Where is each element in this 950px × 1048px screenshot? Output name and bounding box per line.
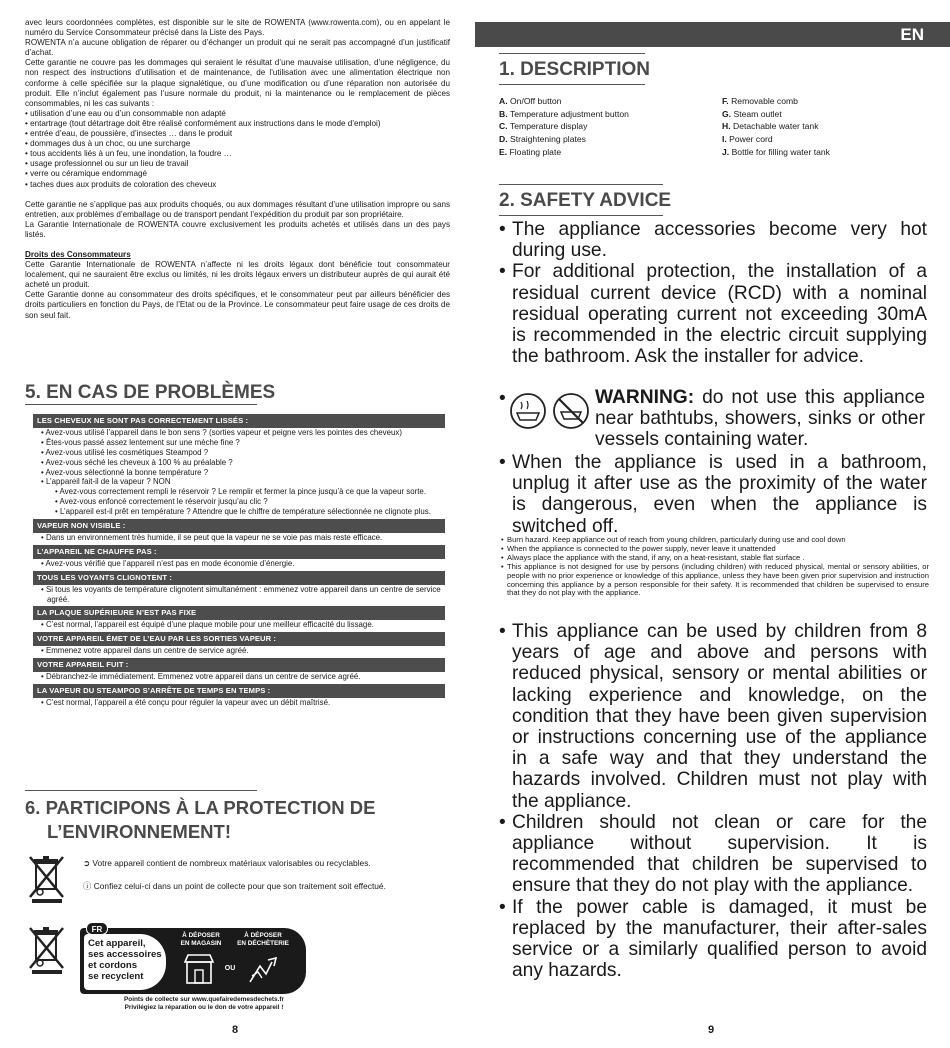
description-key: B. [499, 108, 510, 119]
problem-block [33, 571, 445, 605]
problem-item: • C’est normal, l’appareil a été conçu pour réguler la vapeur avec un débit maîtrisé. [41, 697, 331, 707]
fr-dump-label: À DÉPOSER EN DÉCHÈTERIE [237, 932, 289, 947]
section-2-rule-top [499, 184, 663, 185]
description-key: I. [722, 134, 730, 145]
warranty-paragraph: Cette garantie ne couvre pas les dommages qui seraient le résultat d’une mauvaise utilisation, d’une négligence, du non respect des instructions d’utilisation et de maintenance, de l’utilisation avec une alimentation électrique non conforme à celle spécifiée sur la plaque signalétique, ou d’une modification ou d’une réparation non autorisée du produit. Elle n’inclut également pas l’usure normale du produit, ni la maintenance ou le remplacement de pièces consommables, ni les cas suivants : [25, 58, 450, 108]
safety-small-item: • When the appliance is connected to the power supply, never leave it unattended [501, 545, 929, 554]
language-label: EN [900, 25, 924, 44]
description-value: Temperature display [509, 121, 588, 132]
rights-title: Droits des Consommateurs [25, 249, 131, 259]
section-2-rule [499, 215, 663, 216]
warning-bullet: • [499, 388, 506, 409]
safety-small-item: • This appliance is not designed for use by persons (including children) with reduced physical, mental or sensory abilities, or people with no prior experience or knowledge of this appliance, unless they have been given prior supervision and instruction concerning this appliance by a person responsible for their safety. It is recommended that children be supervised to ensure that they do not play with the appliance. [501, 563, 929, 599]
section-2-title: 2. SAFETY ADVICE [499, 190, 672, 211]
problem-block [33, 684, 445, 708]
warranty-paragraph: La Garantie Internationale de ROWENTA couvre exclusivement les produits achetés et utilisés dans un des pays listés. [25, 219, 450, 239]
warning-label: WARNING: [595, 387, 695, 408]
problems-list [33, 412, 445, 710]
section-6-title-line1: 6. PARTICIPONS À LA PROTECTION DE [25, 797, 376, 818]
section-5-title: 5. EN CAS DE PROBLÈMES [25, 382, 276, 403]
weee-bin-icon [27, 853, 67, 905]
description-item [722, 120, 932, 133]
description-value: Bottle for filling water tank [731, 146, 830, 157]
description-key: E. [499, 146, 510, 157]
fr-footer: Points de collecte sur www.quefairedemesdechets.fr Privilégiez la réparation ou le don de votre appareil ! [124, 996, 284, 1011]
description-key: D. [499, 134, 510, 145]
env-line-1: ➲ Votre appareil contient de nombreux matériaux valorisables ou recyclables. [83, 858, 371, 868]
problem-item: • Avez-vous sélectionné la bonne température ? [41, 467, 209, 477]
page-number-left: 8 [232, 1024, 239, 1036]
warranty-paragraph: • dommages dus à un choc, ou une surcharge [25, 139, 191, 149]
problem-item: • Avez-vous séché les cheveux à 100 % au préalable ? [41, 457, 233, 467]
warranty-paragraph: • utilisation d’une eau ou d’un consommable non adapté [25, 108, 226, 118]
fr-store-label: À DÉPOSER EN MAGASIN [180, 932, 222, 947]
description-value: Removable comb [731, 96, 798, 106]
language-bar [475, 22, 950, 47]
problem-block [33, 414, 445, 517]
fr-badge: FR [86, 922, 108, 935]
description-item [722, 133, 932, 146]
description-item [499, 95, 709, 108]
description-item [722, 146, 932, 159]
problem-heading: VOTRE APPAREIL FUIT : [33, 658, 445, 672]
problem-heading: LA VAPEUR DU STEAMPOD S’ARRÊTE DE TEMPS EN TEMPS : [33, 684, 445, 698]
problem-heading: LES CHEVEUX NE SONT PAS CORRECTEMENT LISSÉS : [33, 414, 445, 428]
bathtub-warning-icon [509, 392, 593, 430]
section-1-rule-top [499, 53, 645, 54]
problem-block [33, 632, 445, 656]
warranty-paragraph: • tous accidents liés à un feu, une inondation, la foudre … [25, 149, 232, 159]
warranty-paragraph: • entrée d’eau, de poussière, d’insectes … dans le produit [25, 129, 233, 139]
section-5-rule [25, 404, 257, 405]
section-6-title [25, 796, 376, 844]
warranty-text [25, 18, 450, 321]
problem-block [33, 545, 445, 569]
safety-item: • For additional protection, the installation of a residual current device (RCD) with a nominal residual operating current not exceeding 30mA is recommended in the electric circuit supplying the bathroom. Ask the installer for advice. [499, 261, 927, 367]
problem-block [33, 519, 445, 543]
description-value: Power cord [729, 134, 773, 145]
problem-heading: VAPEUR NON VISIBLE : [33, 519, 445, 533]
warning-text [595, 387, 925, 451]
page-number-right: 9 [708, 1024, 715, 1036]
warranty-paragraph: Cette Garantie donne au consommateur des droits spécifiques, et le consommateur peut par ailleurs bénéficier des droits particuliers en fonction du Pays, de l’Etat ou de la Province. Le consommateur peut faire usage de ces droits de son seul fait. [25, 290, 450, 320]
problem-item: • C’est normal, l’appareil est équipé d’une plaque mobile pour une meilleur efficacité du lissage. [41, 620, 374, 630]
section-6-rule-top [25, 790, 257, 791]
description-key: G. [722, 108, 734, 119]
problem-item: • Êtes-vous passé assez lentement sur une mèche fine ? [41, 437, 240, 447]
description-item [499, 108, 709, 121]
problem-heading: TOUS LES VOYANTS CLIGNOTENT : [33, 571, 445, 585]
section-1-title: 1. DESCRIPTION [499, 59, 650, 80]
section-1-rule [499, 84, 645, 85]
warranty-paragraph: • verre ou céramique endommagé [25, 169, 148, 179]
page-right [475, 0, 950, 1048]
description-key: J. [722, 146, 732, 157]
warranty-paragraph: • taches dues aux produits de coloration des cheveux [25, 179, 217, 189]
problem-item: • Si tous les voyants de température clignotent simultanément : emmenez votre appareil dans un centre de service agréé. [41, 584, 441, 604]
description-list-left [499, 95, 709, 159]
warranty-paragraph: Cette garantie ne s’applique pas aux produits choqués, ou aux dommages résultant d’une utilisation impropre ou sans entretien, aux problèmes d’emballage ou de transport pendant l’expédition du produit par son propriétaire. [25, 199, 450, 219]
section-6-title-line2: L’ENVIRONNEMENT! [47, 821, 231, 842]
problem-item: • Débranchez-le immédiatement. Emmenez votre appareil dans un centre de service agréé. [41, 671, 361, 681]
safety-advice-list-1 [499, 219, 927, 367]
warranty-paragraph: ROWENTA n’a aucune obligation de réparer ou d’échanger un produit qui ne serait pas accompagné d’un justificatif d’achat. [25, 38, 450, 58]
safety-small-item: • Always place the appliance with the stand, if any, on a heat-resistant, stable flat surface . [501, 554, 929, 563]
safety-item: • If the power cable is damaged, it must be replaced by the manufacturer, their after-sales service or a similarly qualified person to avoid any hazards. [499, 897, 927, 982]
description-item [499, 146, 709, 159]
description-key: F. [722, 96, 732, 106]
store-icon [182, 952, 216, 986]
warranty-paragraph: avec leurs coordonnées complètes, est disponible sur le site de ROWENTA (www.rowenta.com), ou en appelant le numéro du Service Consommateur précisé dans la Liste des Pays. [25, 18, 450, 38]
problem-item: • Avez-vous utilisé l’appareil dans le bon sens ? (sorties vapeur et peigne vers les pointes des cheveux) [41, 427, 402, 437]
description-key: C. [499, 121, 510, 132]
env-line-2: ⓘ Confiez celui-ci dans un point de collecte pour que son traitement soit effectué. [83, 881, 386, 891]
safety-small-print [501, 536, 929, 598]
description-list-right [722, 95, 932, 159]
problem-item: • L’appareil fait-il de la vapeur ? NON [41, 477, 171, 487]
problem-item: • Dans un environnement très humide, il se peut que la vapeur ne se voie pas mais reste efficace. [41, 532, 383, 542]
description-item [499, 133, 709, 146]
safety-item: • This appliance can be used by children from 8 years of age and above and persons with reduced physical, sensory or mental abilities or lacking experience and knowledge, on the condition that they have been given supervision or instructions concerning use of the appliance in a safe way and that they understand the hazards involved. Children must not play with the appliance. [499, 621, 927, 812]
problem-item: • L’appareil est-il prêt en température ? Attendre que le chiffre de température sélectionnée ne clignote plus. [55, 507, 431, 517]
problem-item: • Avez-vous enfoncé correctement le réservoir jusqu’au clic ? [55, 497, 268, 507]
description-value: Floating plate [509, 146, 562, 157]
safety-advice-list-3 [499, 621, 927, 981]
warning-body: do not use this appliance near bathtubs, showers, sinks or other vessels containing water. [595, 387, 925, 451]
problem-heading: L’APPAREIL NE CHAUFFE PAS : [33, 545, 445, 559]
warranty-paragraph: • entartrage (tout détartrage doit être réalisé conformément aux instructions dans le mode d’emploi) [25, 118, 381, 128]
problem-item: • Avez-vous correctement rempli le réservoir ? Le remplir et fermer la pince jusqu’à ce que la vapeur sorte. [55, 487, 427, 497]
problem-item: • Emmenez votre appareil dans un centre de service agréé. [41, 646, 249, 656]
description-key: A. [499, 96, 510, 106]
problem-block [33, 606, 445, 630]
safety-small-item: • Burn hazard. Keep appliance out of reach from young children, particularly during use and cool down [501, 536, 929, 545]
description-item [722, 95, 932, 108]
description-value: Steam outlet [733, 108, 782, 119]
warranty-paragraph: • usage professionnel ou sur un lieu de travail [25, 159, 189, 169]
fr-or: OU [224, 965, 236, 972]
dump-icon [246, 952, 280, 986]
problem-item: • Avez-vous vérifié que l’appareil n’est pas en mode économie d’énergie. [41, 558, 295, 568]
warranty-paragraph: Cette Garantie Internationale de ROWENTA n’affecte ni les droits légaux dont bénéficie tout consommateur localement, qui ne sauraient être exclus ou limités, ni les droits légaux envers un distributeur auprès de qui aurait été acheté un produit. [25, 260, 450, 290]
safety-advice-list-2 [499, 452, 927, 537]
problem-heading: VOTRE APPAREIL ÉMET DE L’EAU PAR LES SORTIES VAPEUR : [33, 632, 445, 646]
problem-item: • Avez-vous utilisé les cosmétiques Steampod ? [41, 447, 209, 457]
description-item [722, 108, 932, 121]
description-key: H. [722, 121, 733, 132]
description-value: Temperature adjustment button [509, 108, 629, 119]
weee-bin-icon-2 [27, 924, 67, 976]
fr-recycling-text: Cet appareil, ses accessoires et cordons se recyclent [84, 934, 166, 990]
description-value: On/Off button [509, 96, 562, 106]
safety-item: • Children should not clean or care for the appliance without supervision. It is recommended that children be supervised to ensure that they do not play with the appliance. [499, 812, 927, 897]
safety-item: • When the appliance is used in a bathroom, unplug it after use as the proximity of the water is dangerous, even when the appliance is switched off. [499, 452, 927, 537]
problem-block [33, 658, 445, 682]
problem-heading: LA PLAQUE SUPÉRIEURE N’EST PAS FIXE [33, 606, 445, 620]
safety-item: • The appliance accessories become very hot during use. [499, 219, 927, 261]
description-value: Straightening plates [509, 134, 586, 145]
description-item [499, 120, 709, 133]
description-value: Detachable water tank [732, 121, 819, 132]
